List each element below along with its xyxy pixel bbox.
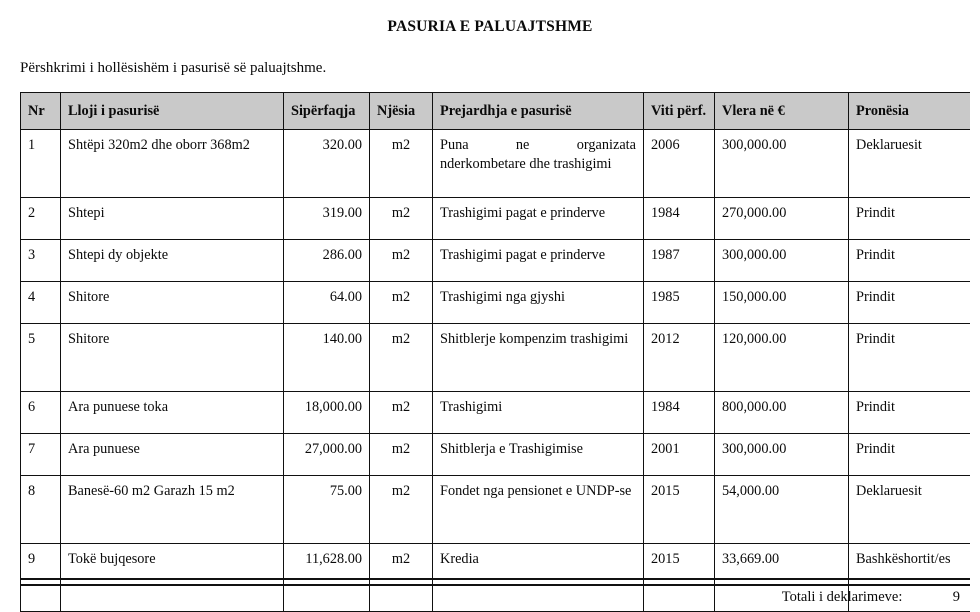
column-header-area: Sipërfaqja <box>284 93 370 130</box>
cell-origin: Shitblerje kompenzim trashigimi <box>433 324 644 392</box>
cell-nr: 4 <box>21 282 61 324</box>
declarations-total-value: 9 <box>952 589 960 605</box>
cell-value: 800,000.00 <box>715 392 849 434</box>
cell-area: 75.00 <box>284 476 370 544</box>
cell-area: 64.00 <box>284 282 370 324</box>
cell-value: 300,000.00 <box>715 130 849 198</box>
column-header-owner: Pronësia <box>849 93 971 130</box>
cell-owner: Deklaruesit <box>849 130 971 198</box>
cell-type: Shtëpi 320m2 dhe oborr 368m2 <box>61 130 284 198</box>
column-header-unit: Njësia <box>370 93 433 130</box>
cell-area: 319.00 <box>284 198 370 240</box>
cell-type: Ara punuese <box>61 434 284 476</box>
cell-unit: m2 <box>370 240 433 282</box>
cell-type: Shtepi <box>61 198 284 240</box>
cell-year: 1984 <box>644 198 715 240</box>
cell-owner: Bashkëshortit/es <box>849 544 971 612</box>
page-title: PASURIA E PALUAJTSHME <box>387 18 593 35</box>
cell-type: Tokë bujqesore <box>61 544 284 612</box>
cell-owner: Prindit <box>849 240 971 282</box>
cell-type: Shitore <box>61 324 284 392</box>
cell-origin: Puna ne organizata nderkombetare dhe trashigimi <box>433 130 644 198</box>
cell-value: 150,000.00 <box>715 282 849 324</box>
cell-unit: m2 <box>370 130 433 198</box>
cell-origin: Trashigimi pagat e prinderve <box>433 198 644 240</box>
cell-unit: m2 <box>370 544 433 612</box>
cell-year: 2006 <box>644 130 715 198</box>
cell-area: 286.00 <box>284 240 370 282</box>
table-row <box>21 392 971 434</box>
cell-unit: m2 <box>370 324 433 392</box>
cell-origin: Trashigimi pagat e prinderve <box>433 240 644 282</box>
cell-area: 11,628.00 <box>284 544 370 612</box>
cell-owner: Prindit <box>849 324 971 392</box>
cell-owner: Prindit <box>849 282 971 324</box>
column-header-type: Lloji i pasurisë <box>61 93 284 130</box>
cell-value: 300,000.00 <box>715 240 849 282</box>
table-header-row <box>21 93 971 130</box>
cell-origin: Kredia <box>433 544 644 612</box>
cell-area: 320.00 <box>284 130 370 198</box>
column-header-value: Vlera në € <box>715 93 849 130</box>
cell-value: 300,000.00 <box>715 434 849 476</box>
cell-nr: 7 <box>21 434 61 476</box>
declarations-total-label: Totali i deklarimeve: <box>781 589 903 605</box>
cell-year: 2015 <box>644 544 715 612</box>
cell-value: 54,000.00 <box>715 476 849 544</box>
table-row <box>21 198 971 240</box>
cell-year: 1985 <box>644 282 715 324</box>
cell-year: 2015 <box>644 476 715 544</box>
cell-origin: Trashigimi nga gjyshi <box>433 282 644 324</box>
cell-year: 1984 <box>644 392 715 434</box>
column-header-year: Viti përf. <box>644 93 715 130</box>
cell-unit: m2 <box>370 392 433 434</box>
cell-value: 33,669.00 <box>715 544 849 612</box>
cell-area: 27,000.00 <box>284 434 370 476</box>
page-bottom-rule <box>20 578 970 586</box>
cell-owner: Prindit <box>849 198 971 240</box>
cell-area: 18,000.00 <box>284 392 370 434</box>
cell-type: Shtepi dy objekte <box>61 240 284 282</box>
table-row <box>21 476 971 544</box>
cell-nr: 2 <box>21 198 61 240</box>
cell-unit: m2 <box>370 434 433 476</box>
cell-nr: 1 <box>21 130 61 198</box>
table-row <box>21 282 971 324</box>
cell-origin: Fondet nga pensionet e UNDP-se <box>433 476 644 544</box>
assets-table-container <box>20 92 970 612</box>
cell-year: 1987 <box>644 240 715 282</box>
cell-owner: Prindit <box>849 434 971 476</box>
cell-area: 140.00 <box>284 324 370 392</box>
cell-nr: 9 <box>21 544 61 612</box>
intro-paragraph: Përshkrimi i hollësishëm i pasurisë së paluajtshme. <box>20 60 327 76</box>
cell-owner: Deklaruesit <box>849 476 971 544</box>
cell-type: Shitore <box>61 282 284 324</box>
cell-origin: Trashigimi <box>433 392 644 434</box>
column-header-origin: Prejardhja e pasurisë <box>433 93 644 130</box>
declarations-total <box>20 589 960 606</box>
cell-nr: 5 <box>21 324 61 392</box>
cell-nr: 3 <box>21 240 61 282</box>
cell-year: 2001 <box>644 434 715 476</box>
cell-value: 120,000.00 <box>715 324 849 392</box>
column-header-nr: Nr <box>21 93 61 130</box>
cell-unit: m2 <box>370 198 433 240</box>
cell-value: 270,000.00 <box>715 198 849 240</box>
cell-year: 2012 <box>644 324 715 392</box>
cell-type: Banesë-60 m2 Garazh 15 m2 <box>61 476 284 544</box>
cell-unit: m2 <box>370 282 433 324</box>
table-row <box>21 240 971 282</box>
table-row <box>21 434 971 476</box>
cell-origin: Shitblerja e Trashigimise <box>433 434 644 476</box>
cell-owner: Prindit <box>849 392 971 434</box>
assets-table <box>20 92 970 612</box>
cell-nr: 6 <box>21 392 61 434</box>
table-row <box>21 324 971 392</box>
cell-unit: m2 <box>370 476 433 544</box>
table-row <box>21 130 971 198</box>
cell-type: Ara punuese toka <box>61 392 284 434</box>
cell-nr: 8 <box>21 476 61 544</box>
